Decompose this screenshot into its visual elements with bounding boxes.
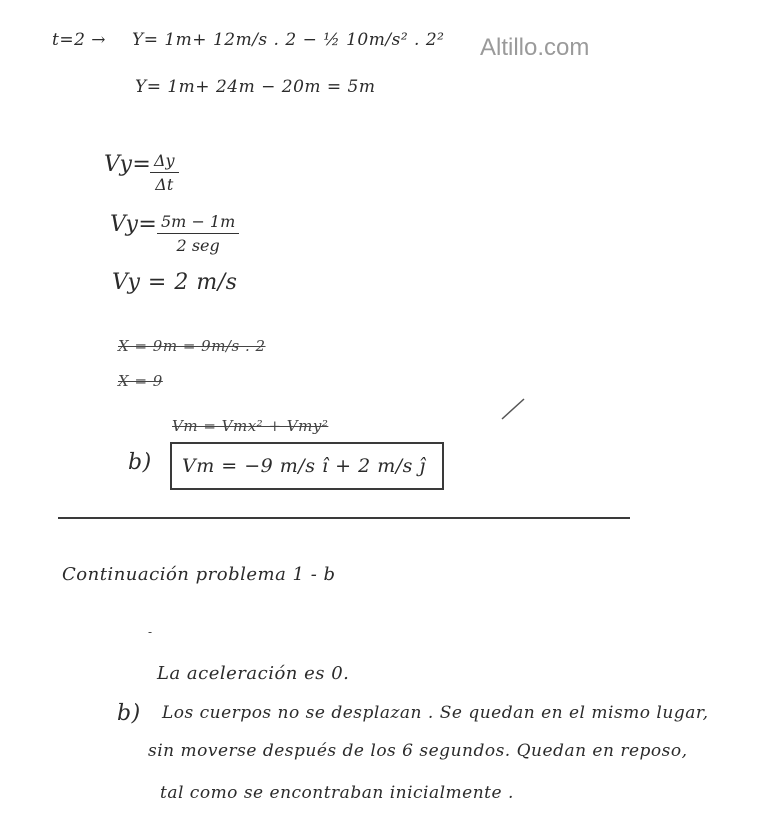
vy-def-numerator: Δy — [150, 151, 179, 173]
acceleration-line: La aceleración es 0. — [157, 663, 350, 684]
struck-line-2: X = 9 — [118, 372, 163, 390]
vy-calc-numerator: 5m − 1m — [157, 212, 239, 234]
eq1-lead: t=2 → — [52, 30, 107, 50]
b2-line-1: Los cuerpos no se desplazan . Se quedan en el mismo lugar, — [162, 703, 709, 723]
check-mark-icon — [498, 395, 528, 425]
vy-calc-fraction — [157, 212, 239, 255]
part-b2-label: b) — [117, 701, 141, 726]
watermark: Altillo.com — [480, 34, 590, 61]
vm-boxed-answer: Vm = −9 m/s î + 2 m/s ĵ — [182, 455, 426, 477]
part-b-label: b) — [128, 450, 152, 475]
vy-def-denominator: Δt — [155, 175, 174, 194]
vy-def-fraction — [150, 151, 179, 194]
vy-def-lhs: Vy= — [104, 152, 152, 177]
eq2: Y= 1m+ 24m − 20m = 5m — [135, 77, 376, 97]
eq1-body: Y= 1m+ 12m/s . 2 − ½ 10m/s² . 2² — [132, 30, 445, 50]
stray-dash: - — [148, 625, 153, 639]
vy-calc-lhs: Vy= — [110, 212, 158, 237]
answer-box — [170, 442, 444, 490]
divider — [58, 517, 630, 519]
continuation-title: Continuación problema 1 - b — [62, 564, 336, 585]
b2-line-2: sin moverse después de los 6 segundos. Quedan en reposo, — [148, 741, 688, 761]
struck-line-1: X = 9m = 9m/s . 2 — [118, 337, 266, 355]
b2-line-3: tal como se encontraban inicialmente . — [160, 783, 514, 803]
struck-line-3: Vm = Vmx² + Vmy² — [172, 417, 329, 435]
vy-result: Vy = 2 m/s — [112, 270, 238, 295]
vy-calc-denominator: 2 seg — [176, 236, 220, 255]
